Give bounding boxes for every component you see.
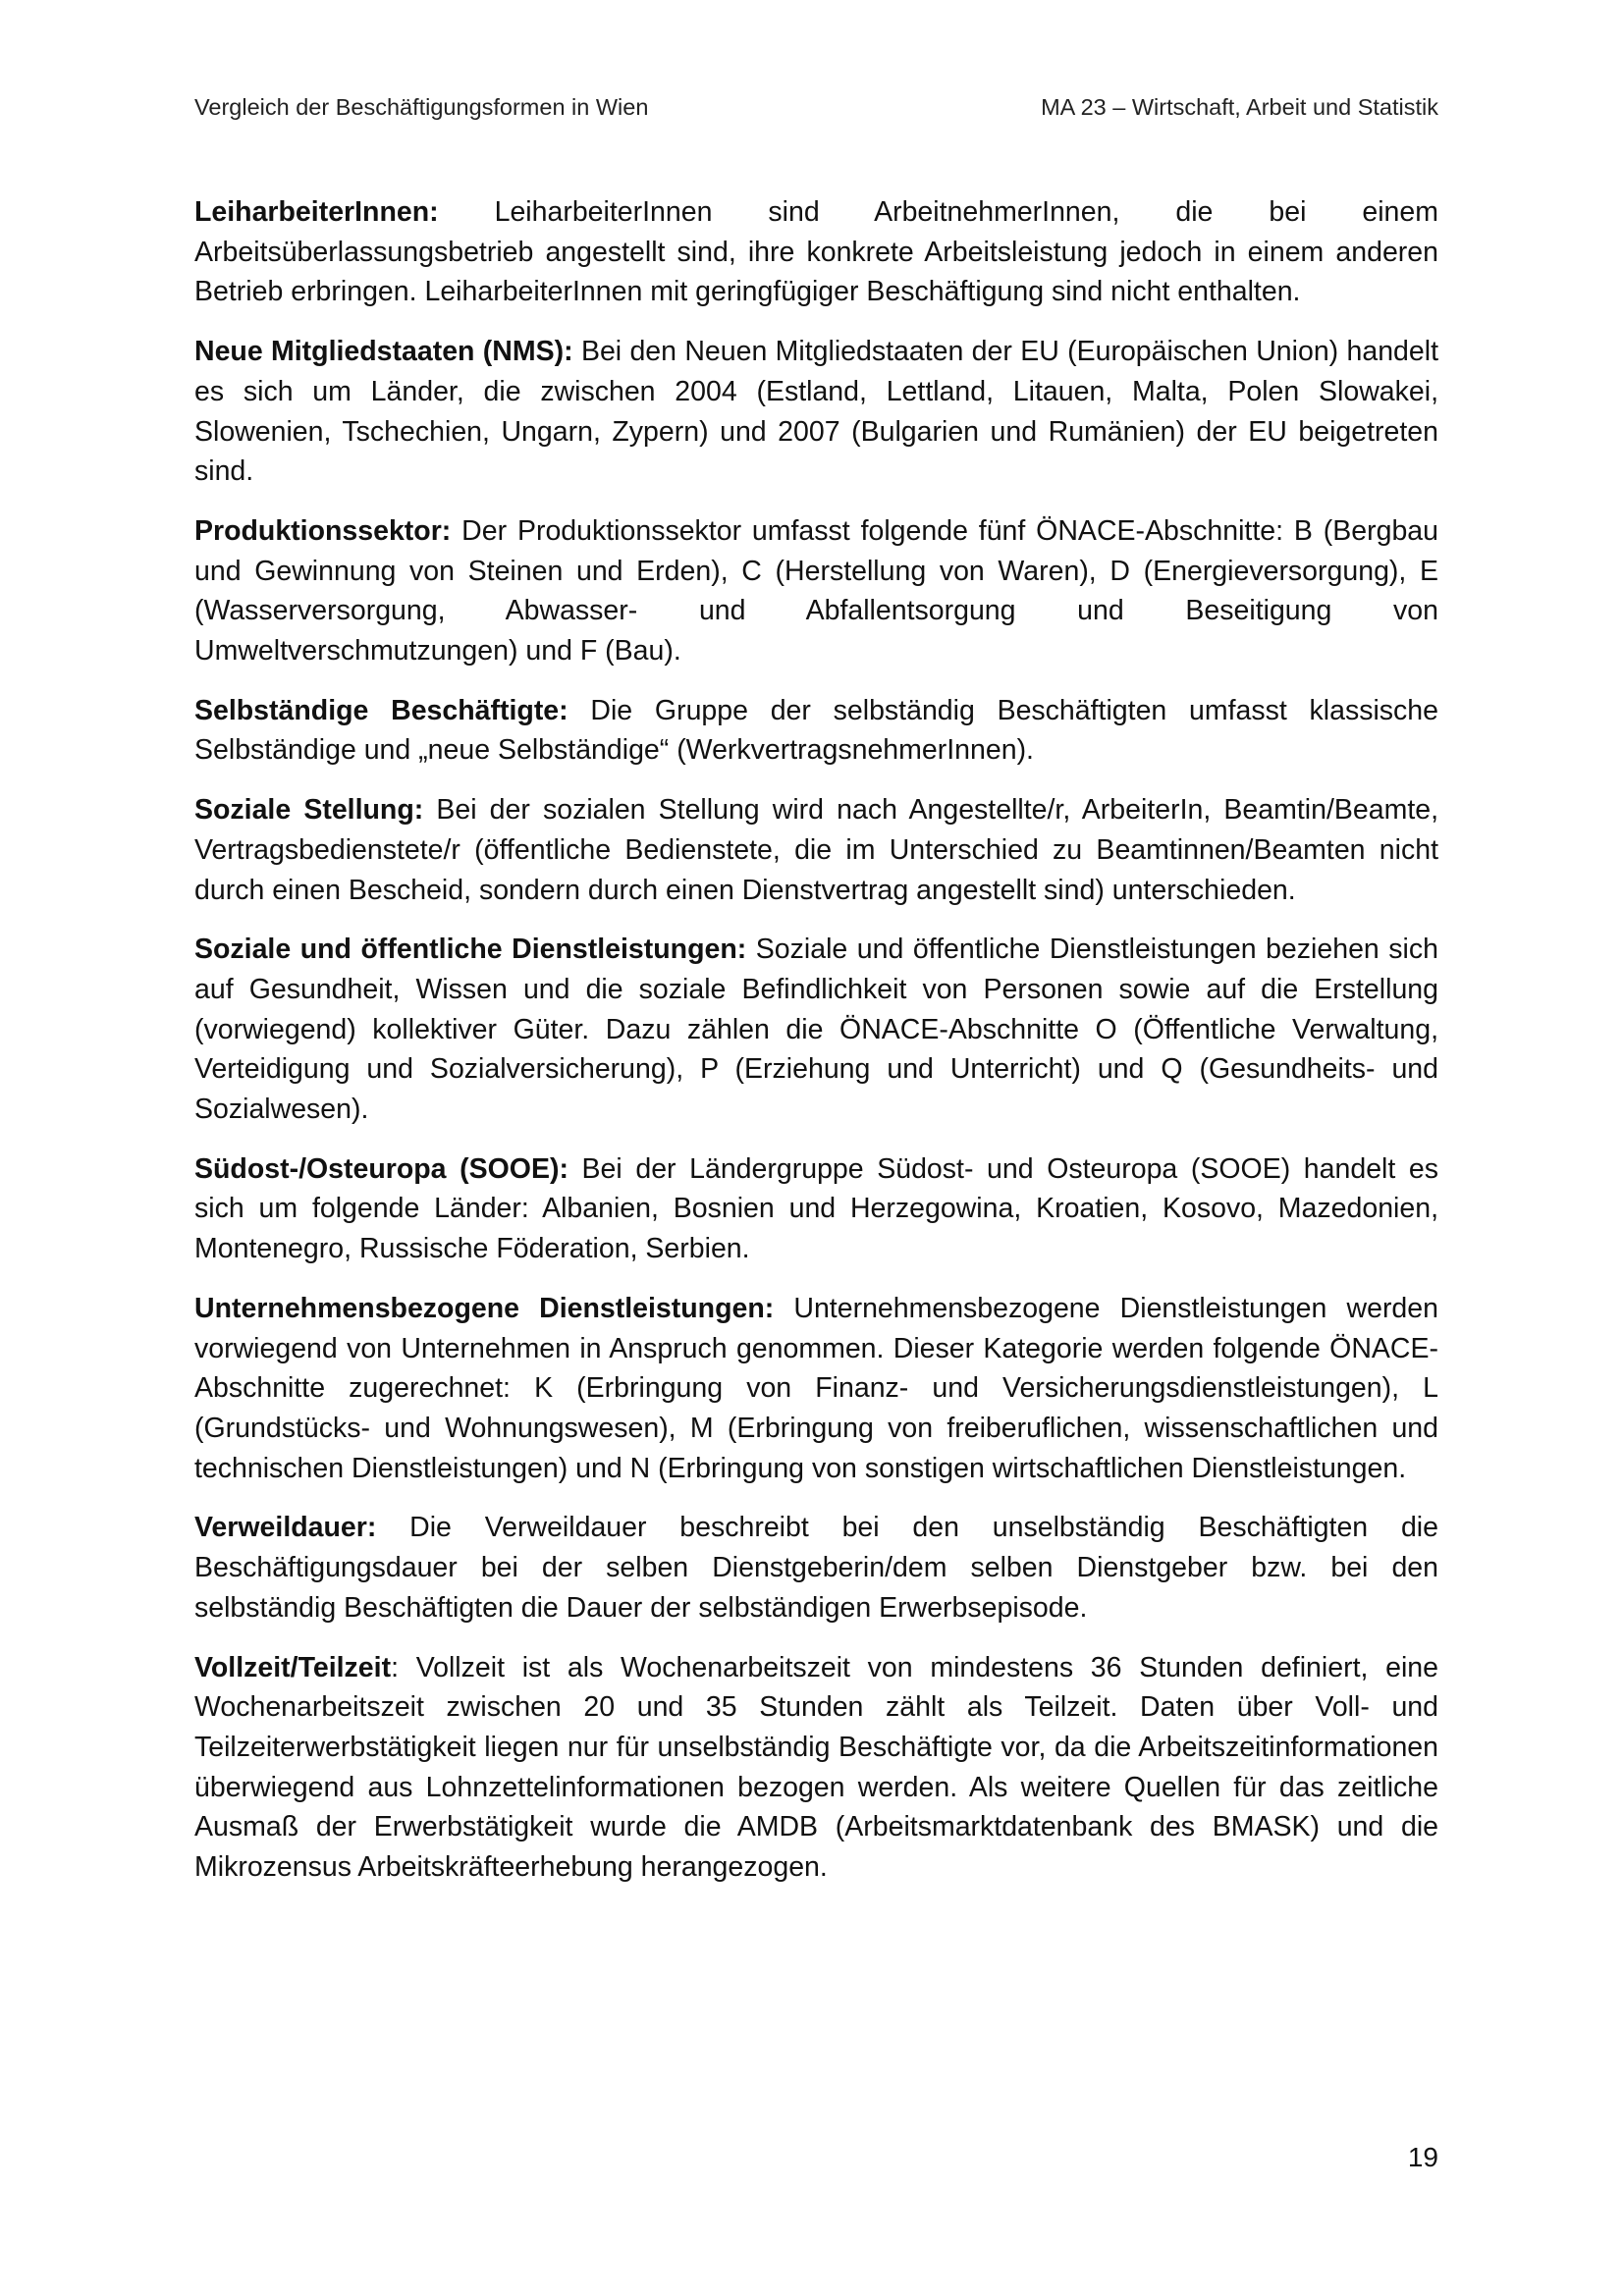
glossary-entry-verweildauer (194, 1508, 1438, 1628)
glossary-term: LeiharbeiterInnen: (194, 196, 439, 228)
glossary-entry-produktionssektor (194, 511, 1438, 671)
glossary-entry-selbstaendige (194, 691, 1438, 771)
glossary-definition: Die Gruppe der selbständig Beschäftigten umfasst klassische Selbständige und „neue Selbständige“ (WerkvertragsnehmerInnen). (194, 694, 1438, 767)
glossary-term: Soziale Stellung: (194, 794, 424, 827)
running-header-title: Vergleich der Beschäftigungsformen in Wien (194, 94, 649, 120)
glossary-term: Neue Mitgliedstaaten (NMS): (194, 336, 573, 368)
glossary-definition: Unternehmensbezogene Dienstleistungen werden vorwiegend von Unternehmen in Anspruch genommen. Dieser Kategorie werden folgende ÖNACE-Abschnitte zugerechnet: K (Erbringung von Finanz- und Versicherungsdienstleistungen), L (Grundstücks- und Wohnungswesen), M (Erbringung von freiberuflichen, wissenschaftlichen und technischen Dienstleistungen) und N (Erbringung von sonstigen wirtschaftlichen Dienstleistungen. (194, 1292, 1438, 1484)
glossary-entry-nms (194, 332, 1438, 492)
glossary-term: Soziale und öffentliche Dienstleistungen: (194, 934, 747, 966)
glossary-entry-soziale-dienstleistungen (194, 930, 1438, 1130)
glossary-definition: Bei der Ländergruppe Südost- und Osteuropa (SOOE) handelt es sich um folgende Länder: Albanien, Bosnien und Herzegowina, Kroatien, Kosovo, Mazedonien, Montenegro, Russische Föderation, Serbien. (194, 1152, 1439, 1265)
page-number: 19 (1407, 2142, 1438, 2172)
glossary-definition: LeiharbeiterInnen sind ArbeitnehmerInnen, die bei einem Arbeitsüberlassungsbetrieb angestellt sind, ihre konkrete Arbeitsleistung jedoch in einem anderen Betrieb erbringen. LeiharbeiterInnen mit geringfügiger Beschäftigung sind nicht enthalten. (194, 196, 1438, 308)
glossary-definition: : Vollzeit ist als Wochenarbeitszeit von mindestens 36 Stunden definiert, eine Wochenarbeitszeit zwischen 20 und 35 Stunden zählt als Teilzeit. Daten über Voll- und Teilzeiterwerbstätigkeit liegen nur für unselbständig Beschäftigte vor, da die Arbeitszeitinformationen überwiegend aus Lohnzettelinformationen bezogen werden. Als weitere Quellen für das zeitliche Ausmaß der Erwerbstätigkeit wurde die AMDB (Arbeitsmarktdatenbank des BMASK) und die Mikrozensus Arbeitskräfteerhebung herangezogen. (194, 1651, 1438, 1884)
glossary-definition: Der Produktionssektor umfasst folgende fünf ÖNACE-Abschnitte: B (Bergbau und Gewinnung von Steinen und Erden), C (Herstellung von Waren), D (Energieversorgung), E (Wasserversorgung, Abwasser- und Abfallentsorgung und Beseitigung von Umweltverschmutzungen) und F (Bau). (194, 514, 1438, 667)
glossary-term: Unternehmensbezogene Dienstleistungen: (194, 1292, 775, 1324)
glossary-definition: Bei der sozialen Stellung wird nach Angestellte/r, ArbeiterIn, Beamtin/Beamte, Vertragsbedienstete/r (öffentliche Bedienstete, die im Unterschied zu Beamtinnen/Beamten nicht durch einen Bescheid, sondern durch einen Dienstvertrag angestellt sind) unterschieden. (194, 794, 1438, 906)
glossary-term: Selbständige Beschäftigte: (194, 694, 568, 726)
glossary-definition: Soziale und öffentliche Dienstleistungen beziehen sich auf Gesundheit, Wissen und die soziale Befindlichkeit von Personen sowie auf die Erstellung (vorwiegend) kollektiver Güter. Dazu zählen die ÖNACE-Abschnitte O (Öffentliche Verwaltung, Verteidigung und Sozialversicherung), P (Erziehung und Unterricht) und Q (Gesundheits- und Sozialwesen). (194, 934, 1438, 1126)
glossary-term: Vollzeit/Teilzeit (194, 1651, 392, 1683)
glossary-entry-unternehmensbezogene (194, 1289, 1438, 1489)
glossary-term: Verweildauer: (194, 1512, 377, 1544)
glossary-term: Produktionssektor: (194, 514, 452, 547)
glossary-term: Südost-/Osteuropa (SOOE): (194, 1152, 568, 1185)
glossary-entry-leiharbeiter (194, 192, 1438, 312)
glossary-entry-sooe (194, 1149, 1438, 1269)
glossary-content (194, 192, 1438, 1907)
glossary-entry-soziale-stellung (194, 790, 1438, 910)
glossary-definition: Bei den Neuen Mitgliedstaaten der EU (Europäischen Union) handelt es sich um Länder, die zwischen 2004 (Estland, Lettland, Litauen, Malta, Polen Slowakei, Slowenien, Tschechien, Ungarn, Zypern) und 2007 (Bulgarien und Rumänien) der EU beigetreten sind. (194, 336, 1439, 488)
glossary-entry-vollzeit-teilzeit (194, 1648, 1438, 1888)
glossary-definition: Die Verweildauer beschreibt bei den unselbständig Beschäftigten die Beschäftigungsdauer bei der selben Dienstgeberin/dem selben Dienstgeber bzw. bei den selbständig Beschäftigten die Dauer der selbständigen Erwerbsepisode. (194, 1512, 1438, 1624)
running-header-department: MA 23 – Wirtschaft, Arbeit und Statistik (1041, 94, 1438, 120)
